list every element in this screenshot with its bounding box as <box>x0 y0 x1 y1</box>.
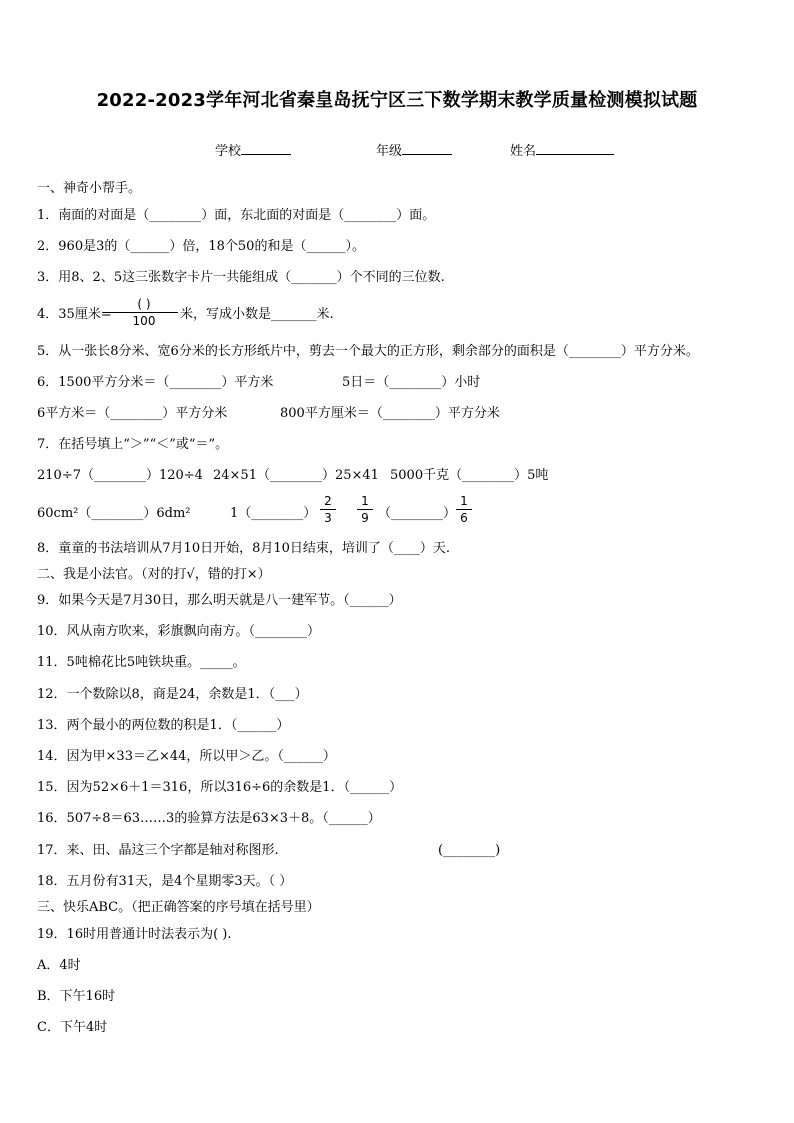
section-3-heading: 三、快乐ABC。（把正确答案的序号填在括号里） <box>37 900 320 915</box>
question-4-fraction-numerator: ( ) <box>137 297 151 311</box>
page-title: 2022-2023学年河北省秦皇岛抚宁区三下数学期末教学质量检测模拟试题 <box>96 90 698 111</box>
question-7-part-g: （________） <box>378 506 457 521</box>
question-4-fraction-denominator: 100 <box>132 314 156 328</box>
question-13: 13．两个最小的两位数的积是1．（______） <box>37 718 290 733</box>
school-label: 学校 <box>215 144 242 159</box>
grade-field <box>376 140 452 159</box>
question-5: 5．从一张长8分米、宽6分米的长方形纸片中，剪去一个最大的正方形，剩余部分的面积是（________）平方分米。 <box>37 344 699 359</box>
question-4-part-a: 4．35厘米= <box>37 307 112 322</box>
grade-label: 年级 <box>376 144 403 159</box>
grade-blank[interactable] <box>402 141 452 155</box>
school-field <box>215 140 291 159</box>
section-2-heading: 二、我是小法官。（对的打√，错的打×） <box>37 567 271 582</box>
question-6-part-b: 5日＝（________）小时 <box>342 375 481 390</box>
question-16: 16．507÷8＝63……3的验算方法是63×3＋8。（______） <box>37 811 381 826</box>
question-3: 3．用8、2、5这三张数字卡片一共能组成（_______）个不同的三位数. <box>37 270 445 285</box>
question-6-part-c: 6平方米＝（________）平方分米 <box>37 406 228 421</box>
question-18: 18．五月份有31天，是4个星期零3天。（ ） <box>37 874 293 889</box>
school-blank[interactable] <box>241 141 291 155</box>
question-17-answer-blank: (________) <box>438 843 501 858</box>
question-6-part-d: 800平方厘米＝（________）平方分米 <box>280 406 500 421</box>
question-17: 17．来、田、晶这三个字都是轴对称图形. <box>37 843 279 858</box>
fraction-one-sixth <box>456 493 472 526</box>
question-14: 14．因为甲×33＝乙×44，所以甲＞乙。（______） <box>37 749 336 764</box>
fraction-denominator: 9 <box>361 511 369 525</box>
question-7: 7．在括号填上“＞”“＜”或“＝”。 <box>37 437 229 452</box>
question-10: 10．风从南方吹来，彩旗飘向南方。（________） <box>37 624 321 639</box>
question-15: 15．因为52×6＋1＝316，所以316÷6的余数是1．（______） <box>37 780 403 795</box>
fraction-one-ninth <box>357 493 373 526</box>
question-6-part-a: 6．1500平方分米＝（________）平方米 <box>37 375 274 390</box>
question-12: 12．一个数除以8，商是24，余数是1．（___） <box>37 687 308 702</box>
question-19: 19．16时用普通计时法表示为( ). <box>37 927 232 942</box>
question-7-part-e: 1（________） <box>230 506 317 521</box>
section-1-heading: 一、神奇小帮手。 <box>37 181 142 196</box>
question-7-part-b: 24×51（________）25×41 <box>213 468 379 483</box>
question-7-part-c: 5000千克（________）5吨 <box>390 468 549 483</box>
fraction-two-thirds <box>320 493 336 526</box>
name-label: 姓名 <box>510 144 537 159</box>
option-c: C．下午4时 <box>37 1020 108 1035</box>
question-7-part-d: 60cm²（________）6dm² <box>37 506 191 521</box>
question-7-part-a: 210÷7（________）120÷4 <box>37 468 203 483</box>
question-9: 9．如果今天是7月30日，那么明天就是八一建军节。（______） <box>37 593 402 608</box>
fraction-numerator: 1 <box>460 494 468 508</box>
question-1: 1．南面的对面是（________）面，东北面的对面是（________）面。 <box>37 208 436 223</box>
name-field <box>510 140 614 159</box>
question-4-part-b: 米，写成小数是_______米. <box>180 307 334 322</box>
question-2: 2．960是3的（______）倍，18个50的和是（______）。 <box>37 239 365 254</box>
fraction-numerator: 1 <box>361 494 369 508</box>
question-11: 11．5吨棉花比5吨铁块重。_____。 <box>37 655 246 670</box>
name-blank[interactable] <box>536 141 614 155</box>
option-a: A．4时 <box>37 958 81 973</box>
fraction-denominator: 3 <box>324 511 332 525</box>
question-4-fraction <box>110 296 178 329</box>
fraction-denominator: 6 <box>460 511 468 525</box>
question-8: 8．童童的书法培训从7月10日开始，8月10日结束，培训了（____）天. <box>37 541 451 556</box>
fraction-numerator: 2 <box>324 494 332 508</box>
option-b: B．下午16时 <box>37 989 116 1004</box>
